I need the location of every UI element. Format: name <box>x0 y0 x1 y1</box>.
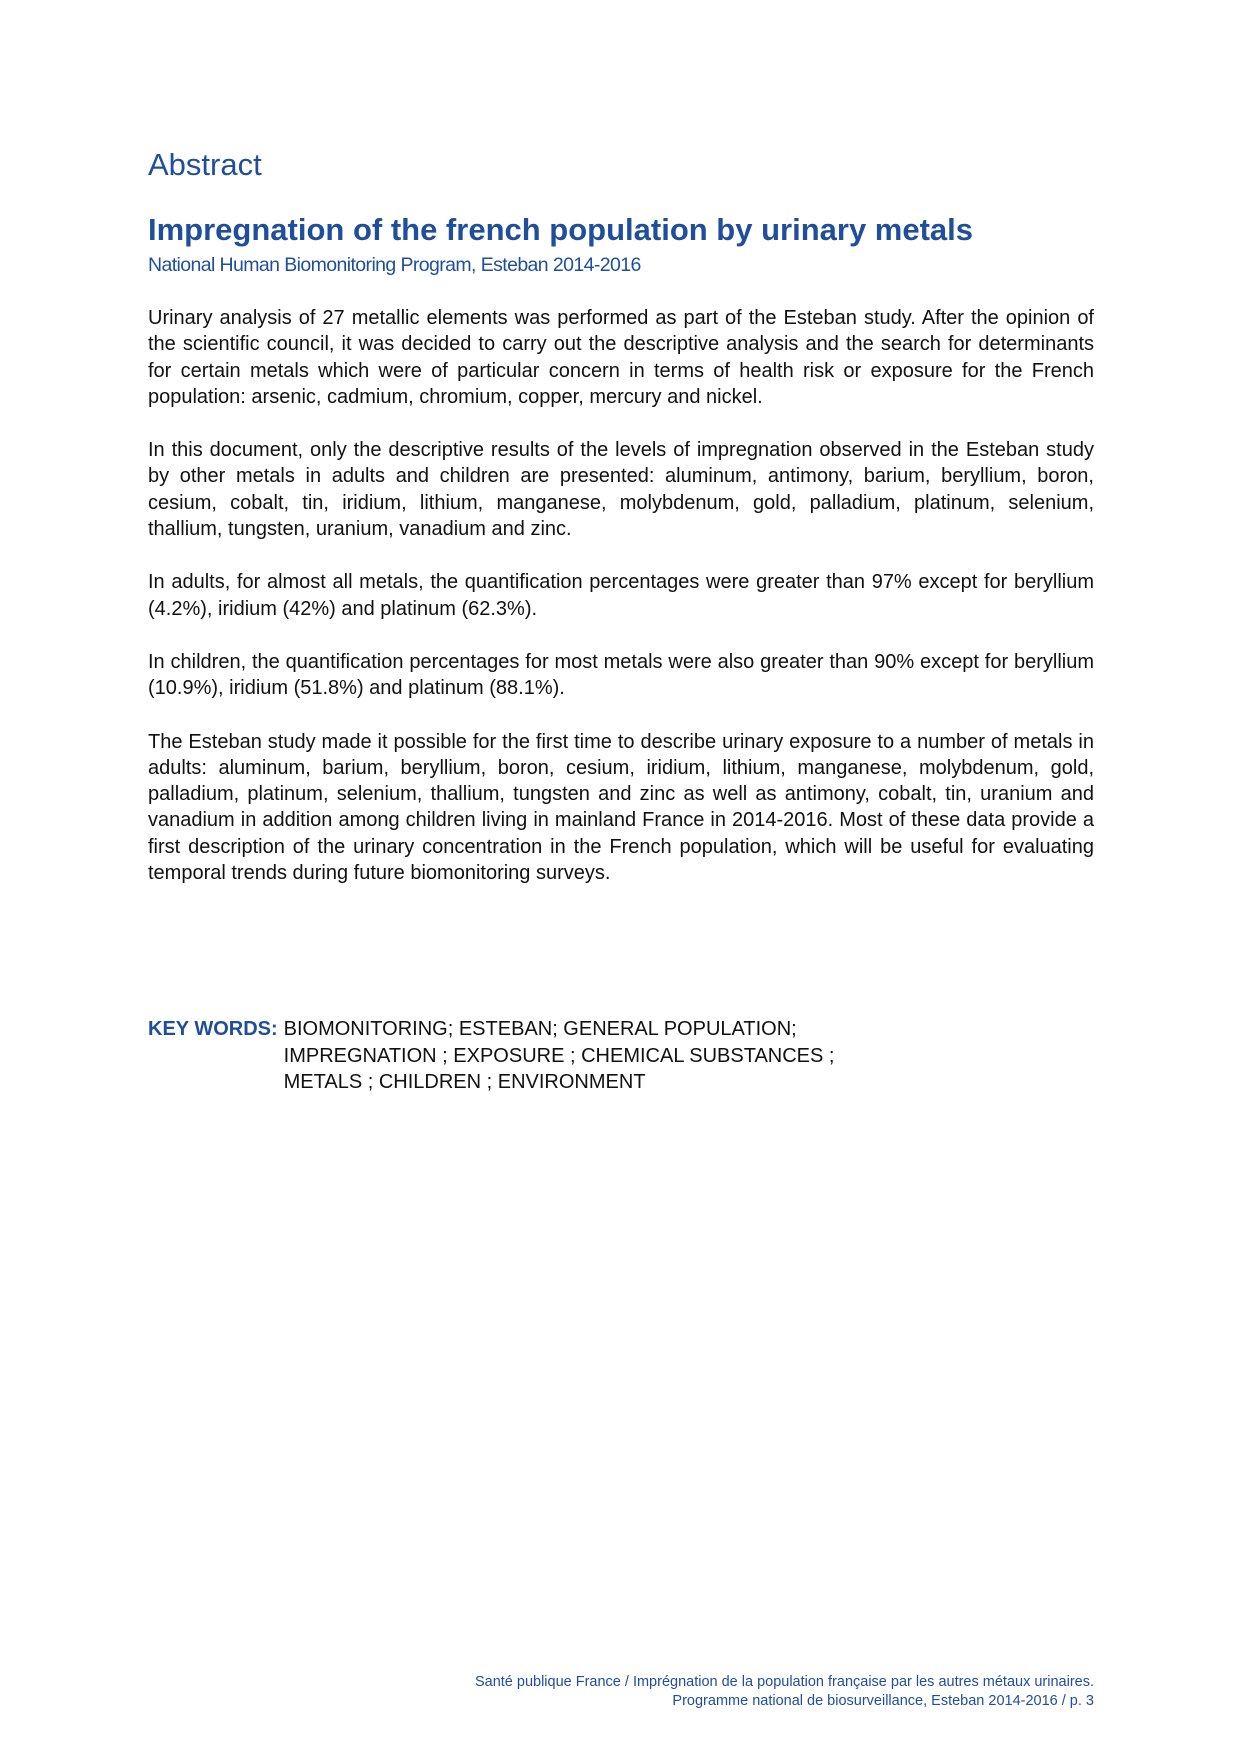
footer-line-source: Santé publique France / Imprégnation de la population française par les autres métaux urinaires. <box>474 1674 1094 1690</box>
abstract-paragraph: The Esteban study made it possible for the first time to describe urinary exposure to a number of metals in adults: aluminum, barium, beryllium, boron, cesium, iridium, lithium, manganese, molybdenum, gold, palladium, platinum, selenium, thallium, tungsten and zinc as well as antimony, cobalt, tin, uranium and vanadium in addition among children living in mainland France in 2014-2016. Most of these data provide a first description of the urinary concentration in the French population, which will be useful for evaluating temporal trends during future biomonitoring surveys. <box>148 730 1094 885</box>
keywords-line: METALS ; CHILDREN ; ENVIRONMENT <box>283 1071 646 1093</box>
abstract-paragraph: Urinary analysis of 27 metallic elements was performed as part of the Esteban study. After the opinion of the scientific council, it was decided to carry out the descriptive analysis and the search for determinants for certain metals which were of particular concern in terms of health risk or exposure for the French population: arsenic, cadmium, chromium, copper, mercury and nickel. <box>148 307 1094 408</box>
page-footer <box>475 1673 1094 1711</box>
abstract-paragraph: In children, the quantification percentages for most metals were also greater than 90% except for beryllium (10.9%), iridium (51.8%) and platinum (88.1%). <box>148 650 1094 700</box>
abstract-paragraph: In adults, for almost all metals, the quantification percentages were greater than 97% except for beryllium (4.2%), iridium (42%) and platinum (62.3%). <box>148 571 1094 620</box>
document-subtitle: National Human Biomonitoring Program, Esteban 2014-2016 <box>148 254 641 276</box>
document-title: Impregnation of the french population by urinary metals <box>148 212 974 247</box>
keywords-line: IMPREGNATION ; EXPOSURE ; CHEMICAL SUBSTANCES ; <box>283 1044 835 1067</box>
keywords-label: KEY WORDS: <box>148 1018 278 1040</box>
section-label: Abstract <box>148 147 262 182</box>
abstract-body <box>148 305 1094 913</box>
keywords-line: BIOMONITORING; ESTEBAN; GENERAL POPULATION; <box>283 1018 797 1040</box>
abstract-paragraph: In this document, only the descriptive results of the levels of impregnation observed in the Esteban study by other metals in adults and children are presented: aluminum, antimony, barium, beryllium, boron, cesium, cobalt, tin, iridium, lithium, manganese, molybdenum, gold, palladium, platinum, selenium, thallium, tungsten, uranium, vanadium and zinc. <box>148 439 1094 541</box>
keywords-block <box>148 1016 834 1096</box>
footer-line-program: Programme national de biosurveillance, Esteban 2014-2016 / p. 3 <box>672 1693 1094 1709</box>
keywords-list <box>284 1016 835 1096</box>
